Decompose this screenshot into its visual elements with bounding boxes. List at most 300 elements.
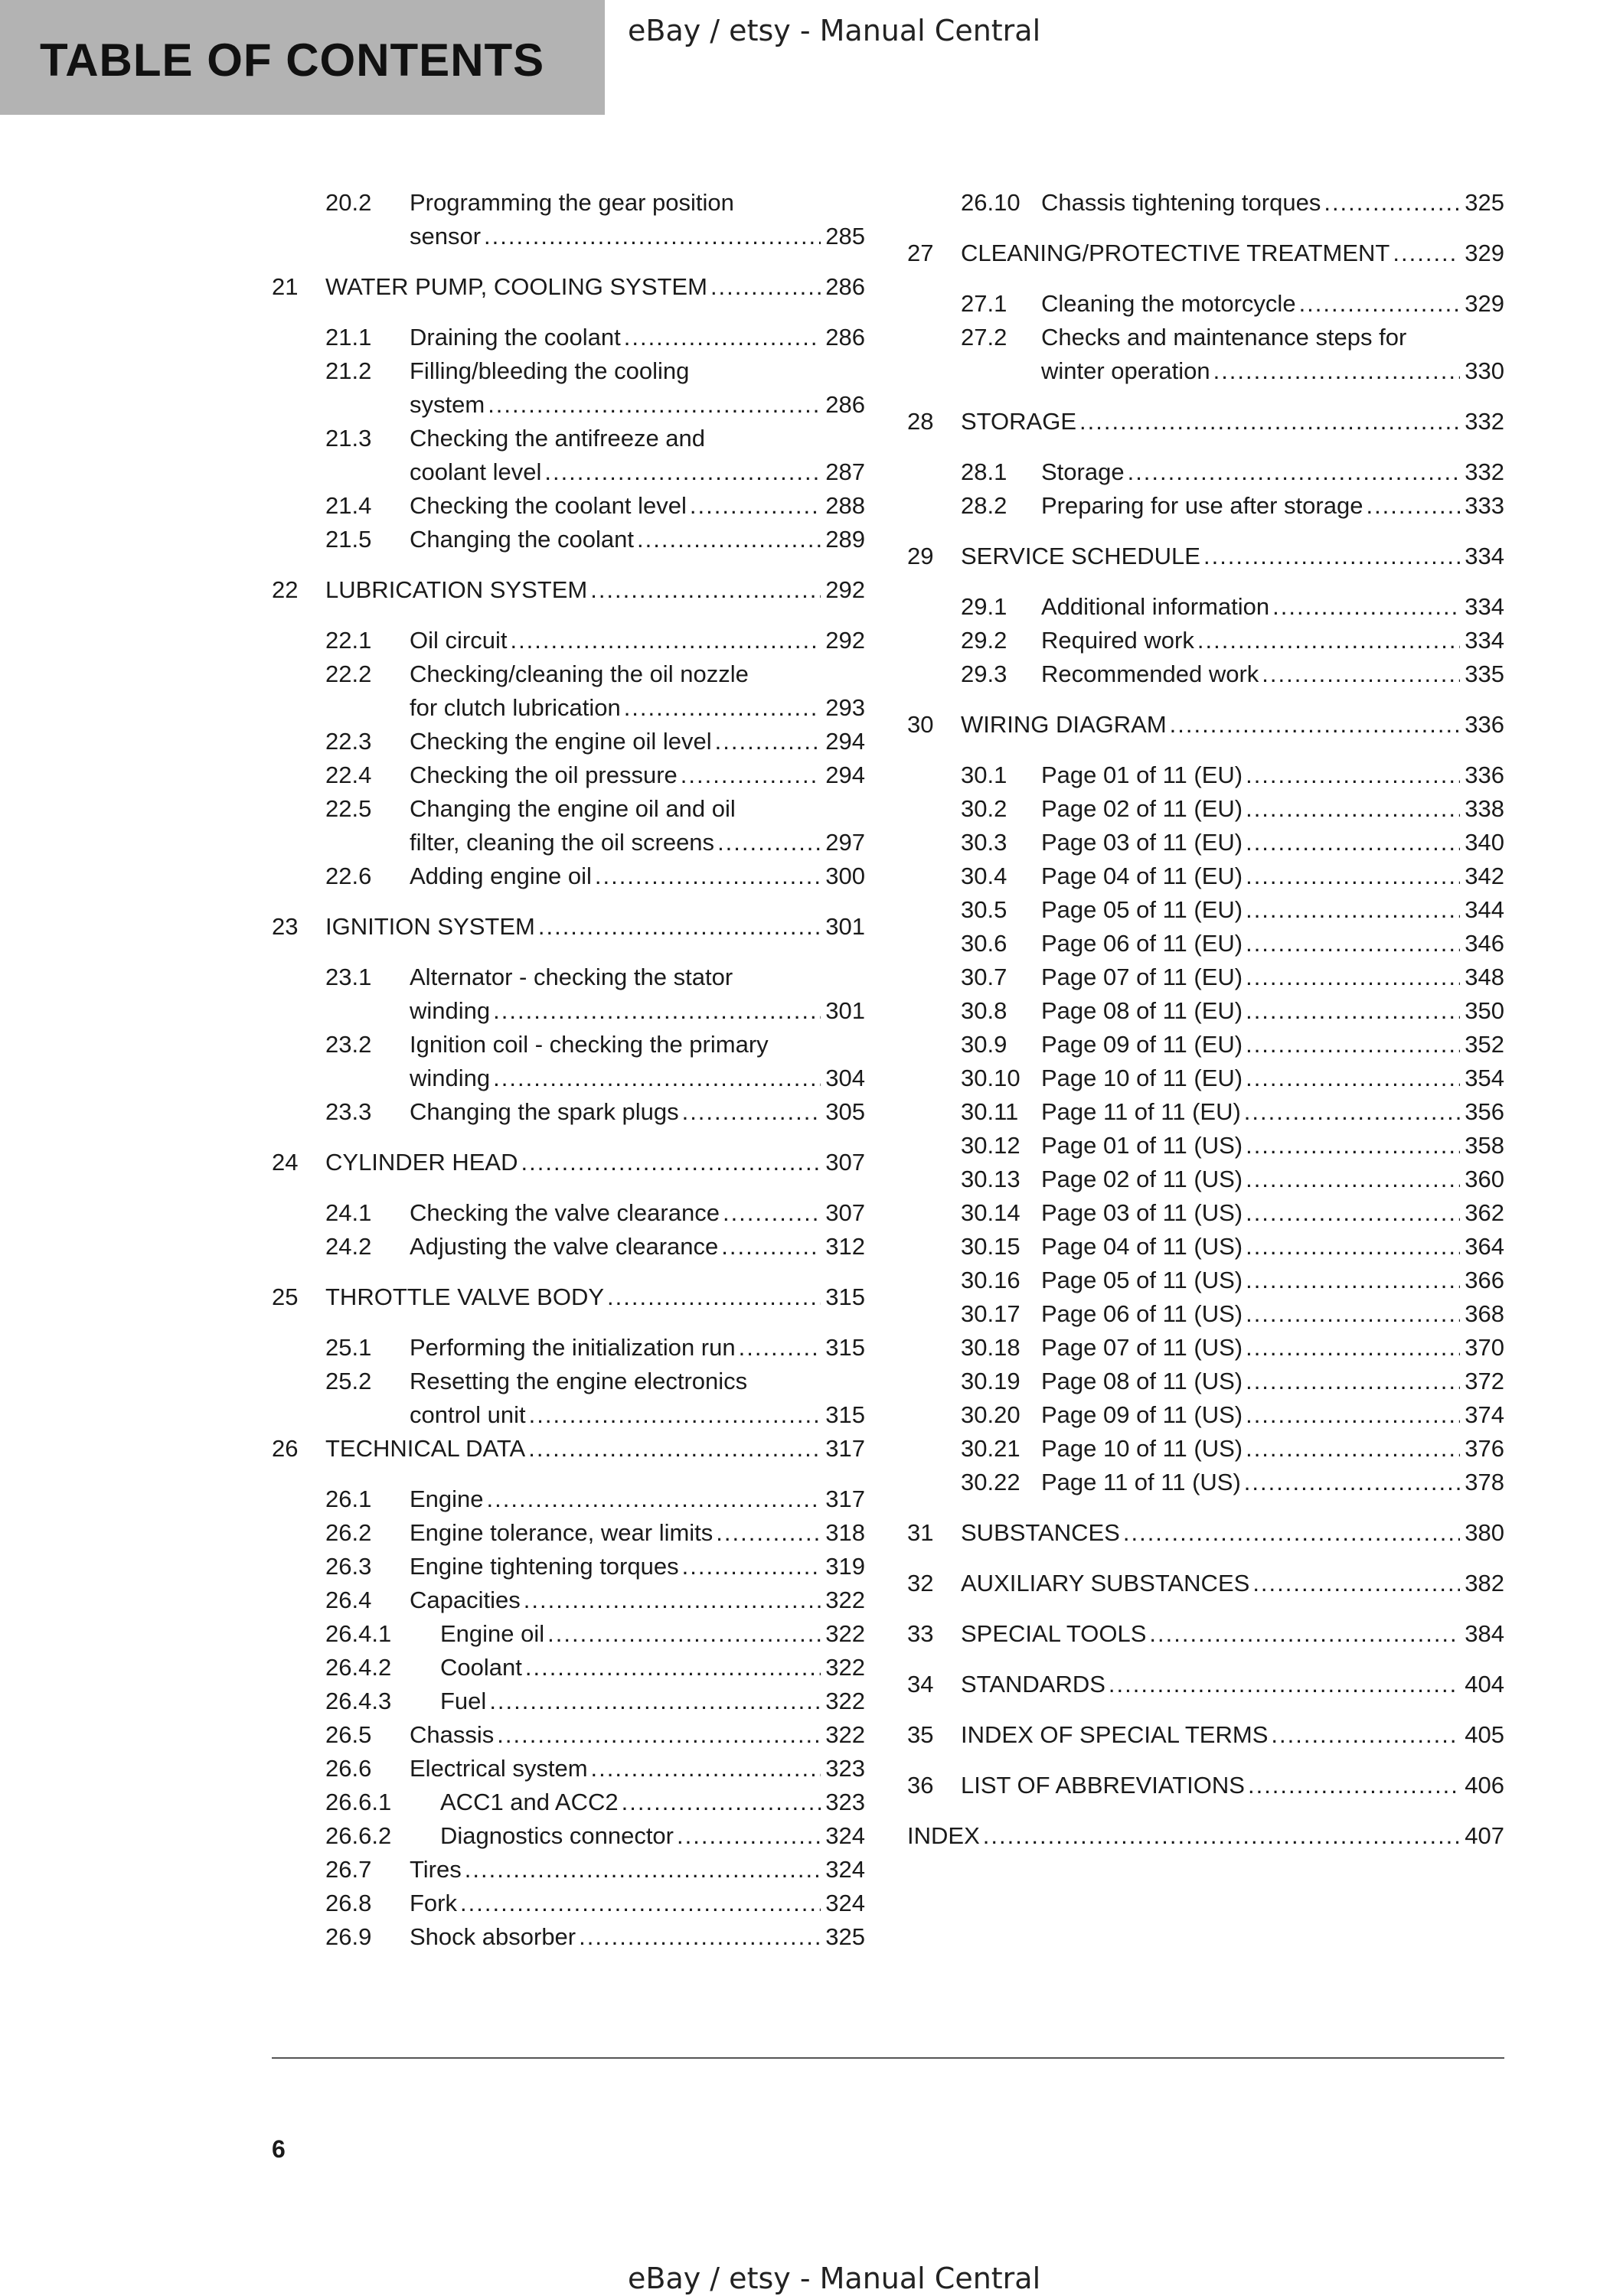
page-number: 6 xyxy=(272,2135,286,2163)
leader-dots xyxy=(529,1398,821,1432)
leader-dots xyxy=(739,1331,821,1365)
toc-entry-title-continued: system xyxy=(410,391,485,418)
toc-entry-title: ACC1 and ACC2 xyxy=(440,1789,619,1815)
toc-entry-title: CYLINDER HEAD xyxy=(325,1149,518,1176)
toc-entry-title: Page 06 of 11 (US) xyxy=(1041,1300,1243,1327)
toc-entry-number: 29.1 xyxy=(961,593,1007,620)
toc-entry-page: 348 xyxy=(1465,964,1504,990)
toc-entry-page: 322 xyxy=(825,1688,865,1714)
toc-entry-title: LUBRICATION SYSTEM xyxy=(325,576,588,603)
toc-entry-page: 336 xyxy=(1465,762,1504,788)
leader-dots xyxy=(1246,758,1460,792)
toc-entry-page: 288 xyxy=(825,492,865,519)
toc-entry-page: 336 xyxy=(1465,711,1504,738)
toc-entry-page: 325 xyxy=(1465,189,1504,216)
leader-dots xyxy=(1299,287,1461,321)
leader-dots xyxy=(590,573,821,607)
toc-entry-page: 368 xyxy=(1465,1300,1504,1327)
leader-dots xyxy=(677,1819,821,1853)
toc-entry-title: Changing the engine oil and oil xyxy=(410,795,736,822)
toc-entry-title: Engine tolerance, wear limits xyxy=(410,1519,714,1546)
toc-entry-title: INDEX xyxy=(907,1822,980,1849)
toc-entry-title: Adding engine oil xyxy=(410,863,592,889)
leader-dots xyxy=(1246,1432,1460,1466)
leader-dots xyxy=(1246,1062,1460,1095)
header-banner xyxy=(0,0,605,115)
leader-dots xyxy=(1248,1769,1460,1802)
toc-entry-number: 30.17 xyxy=(961,1300,1020,1327)
toc-entry-page: 286 xyxy=(825,273,865,300)
toc-entry-page: 380 xyxy=(1465,1519,1504,1546)
toc-entry-title: Adjusting the valve clearance xyxy=(410,1233,719,1260)
toc-entry-title: Performing the initialization run xyxy=(410,1334,736,1361)
toc-entry-title: Page 11 of 11 (EU) xyxy=(1041,1098,1241,1125)
toc-entry-title: Diagnostics connector xyxy=(440,1822,674,1849)
leader-dots xyxy=(579,1920,821,1954)
leader-dots xyxy=(591,1752,821,1786)
toc-entry-page: 346 xyxy=(1465,930,1504,957)
toc-entry-page: 301 xyxy=(825,913,865,940)
leader-dots xyxy=(525,1651,821,1684)
leader-dots xyxy=(1246,792,1460,826)
toc-entry-title: Checking the valve clearance xyxy=(410,1199,720,1226)
toc-entry-number: 25.2 xyxy=(325,1368,372,1394)
toc-entry-page: 404 xyxy=(1465,1671,1504,1698)
toc-entry-page: 354 xyxy=(1465,1065,1504,1091)
toc-entry-title: Page 02 of 11 (EU) xyxy=(1041,795,1243,822)
toc-entry-title: Ignition coil - checking the primary xyxy=(410,1031,769,1058)
toc-entry-page: 335 xyxy=(1465,660,1504,687)
toc-entry-title: TECHNICAL DATA xyxy=(325,1435,526,1462)
toc-entry-number: 26.4.1 xyxy=(325,1620,392,1647)
toc-entry-page: 286 xyxy=(825,391,865,418)
toc-entry-number: 30.13 xyxy=(961,1166,1020,1192)
toc-entry-page: 297 xyxy=(825,829,865,856)
toc-entry-title: Storage xyxy=(1041,458,1125,485)
toc-entry-page: 318 xyxy=(825,1519,865,1546)
leader-dots xyxy=(465,1853,821,1887)
toc-entry-title: Page 09 of 11 (US) xyxy=(1041,1401,1243,1428)
toc-entry-title: Alternator - checking the stator xyxy=(410,964,733,990)
toc-entry-number: 26.1 xyxy=(325,1486,372,1512)
toc-entry-number: 30.3 xyxy=(961,829,1007,856)
toc-entry-number: 30.18 xyxy=(961,1334,1020,1361)
toc-entry-number: 36 xyxy=(907,1772,934,1799)
toc-entry-page: 304 xyxy=(825,1065,865,1091)
toc-entry-number: 21.4 xyxy=(325,492,372,519)
leader-dots xyxy=(1246,1230,1460,1264)
toc-entry-title-continued: winding xyxy=(410,1065,491,1091)
toc-entry-number: 24 xyxy=(272,1149,299,1176)
toc-entry-page: 323 xyxy=(825,1755,865,1782)
toc-entry-title: Engine oil xyxy=(440,1620,545,1647)
toc-entry-title: WATER PUMP, COOLING SYSTEM xyxy=(325,273,707,300)
toc-entry-number: 26.6.2 xyxy=(325,1822,392,1849)
toc-entry-page: 332 xyxy=(1465,408,1504,435)
leader-dots xyxy=(528,1432,821,1466)
toc-entry-title: Page 01 of 11 (US) xyxy=(1041,1132,1243,1159)
toc-entry-number: 26.4 xyxy=(325,1587,372,1613)
toc-entry-number: 22.2 xyxy=(325,660,372,687)
toc-entry-number: 21.2 xyxy=(325,357,372,384)
toc-entry-page: 407 xyxy=(1465,1822,1504,1849)
toc-entry-page: 364 xyxy=(1465,1233,1504,1260)
toc-entry-page: 315 xyxy=(825,1283,865,1310)
toc-entry-page: 312 xyxy=(825,1233,865,1260)
leader-dots xyxy=(1324,186,1460,220)
toc-entry-title: Page 10 of 11 (US) xyxy=(1041,1435,1243,1462)
toc-entry-number: 25 xyxy=(272,1283,299,1310)
toc-entry-title: Resetting the engine electronics xyxy=(410,1368,748,1394)
toc-entry-title: Chassis tightening torques xyxy=(1041,189,1321,216)
toc-entry-page: 378 xyxy=(1465,1469,1504,1495)
leader-dots xyxy=(1246,960,1460,994)
toc-entry-title: Chassis xyxy=(410,1721,495,1748)
leader-dots xyxy=(983,1819,1461,1853)
toc-entry-page: 322 xyxy=(825,1654,865,1681)
leader-dots xyxy=(1246,893,1460,927)
toc-entry-number: 30.5 xyxy=(961,896,1007,923)
toc-entry-title: Filling/bleeding the cooling xyxy=(410,357,690,384)
leader-dots xyxy=(1203,540,1460,573)
toc-entry-title: Page 03 of 11 (EU) xyxy=(1041,829,1243,856)
toc-entry-page: 338 xyxy=(1465,795,1504,822)
leader-dots xyxy=(1197,624,1460,657)
toc-entry-number: 27 xyxy=(907,240,934,266)
toc-entry-page: 370 xyxy=(1465,1334,1504,1361)
leader-dots xyxy=(484,220,821,253)
toc-entry-number: 26.2 xyxy=(325,1519,372,1546)
toc-entry-number: 26.7 xyxy=(325,1856,372,1883)
toc-entry-title: AUXILIARY SUBSTANCES xyxy=(961,1570,1250,1596)
toc-entry-title: Additional information xyxy=(1041,593,1270,620)
toc-entry-page: 315 xyxy=(825,1334,865,1361)
toc-entry-title: Preparing for use after storage xyxy=(1041,492,1363,519)
toc-entry-number: 22.4 xyxy=(325,762,372,788)
toc-entry-page: 358 xyxy=(1465,1132,1504,1159)
leader-dots xyxy=(1366,489,1460,523)
toc-entry-title: Cleaning the motorcycle xyxy=(1041,290,1296,317)
toc-entry-page: 382 xyxy=(1465,1570,1504,1596)
toc-entry-number: 30.9 xyxy=(961,1031,1007,1058)
toc-entry-title: Checking the engine oil level xyxy=(410,728,712,755)
toc-entry-page: 342 xyxy=(1465,863,1504,889)
toc-entry-page: 301 xyxy=(825,997,865,1024)
toc-entry-title: Checking the oil pressure xyxy=(410,762,678,788)
leader-dots xyxy=(1262,657,1460,691)
toc-entry-number: 27.2 xyxy=(961,324,1007,351)
toc-entry-page: 289 xyxy=(825,526,865,553)
toc-entry-page: 352 xyxy=(1465,1031,1504,1058)
leader-dots xyxy=(547,1617,821,1651)
toc-entry-page: 292 xyxy=(825,576,865,603)
toc-entry-title: STORAGE xyxy=(961,408,1077,435)
toc-entry-title: Page 09 of 11 (EU) xyxy=(1041,1031,1243,1058)
toc-entry-title: SERVICE SCHEDULE xyxy=(961,543,1200,569)
toc-entry-page: 406 xyxy=(1465,1772,1504,1799)
toc-entry-page: 332 xyxy=(1465,458,1504,485)
toc-entry-page: 315 xyxy=(825,1401,865,1428)
toc-entry-page: 334 xyxy=(1465,593,1504,620)
leader-dots xyxy=(1246,1297,1460,1331)
toc-entry-title-continued: winter operation xyxy=(1041,357,1210,384)
leader-dots xyxy=(1244,1095,1460,1129)
leader-dots xyxy=(682,1550,821,1583)
toc-entry-page: 376 xyxy=(1465,1435,1504,1462)
toc-entry-page: 287 xyxy=(825,458,865,485)
toc-entry-page: 362 xyxy=(1465,1199,1504,1226)
toc-entry-title: Draining the coolant xyxy=(410,324,621,351)
toc-entry-number: 30.19 xyxy=(961,1368,1020,1394)
toc-entry-title: Oil circuit xyxy=(410,627,508,654)
toc-entry-number: 26.6.1 xyxy=(325,1789,392,1815)
toc-entry-number: 21 xyxy=(272,273,299,300)
toc-entry-title: WIRING DIAGRAM xyxy=(961,711,1167,738)
toc-entry-number: 29.3 xyxy=(961,660,1007,687)
leader-dots xyxy=(717,826,821,859)
watermark-top: eBay / etsy - Manual Central xyxy=(628,14,1041,47)
toc-entry-number: 26.4.3 xyxy=(325,1688,392,1714)
leader-dots xyxy=(1244,1466,1460,1499)
toc-entry-page: 344 xyxy=(1465,896,1504,923)
toc-entry-number: 30.15 xyxy=(961,1233,1020,1260)
toc-entry-page: 294 xyxy=(825,728,865,755)
leader-dots xyxy=(637,523,821,556)
toc-entry-number: 30.11 xyxy=(961,1098,1019,1125)
toc-entry-number: 27.1 xyxy=(961,290,1007,317)
leader-dots xyxy=(460,1887,821,1920)
toc-entry-page: 285 xyxy=(825,223,865,249)
toc-entry-title: Checking the antifreeze and xyxy=(410,425,706,452)
toc-entry-page: 330 xyxy=(1465,357,1504,384)
toc-entry-number: 24.2 xyxy=(325,1233,372,1260)
leader-dots xyxy=(710,270,821,304)
toc-entry-title: Fork xyxy=(410,1890,457,1916)
toc-entry-number: 26.4.2 xyxy=(325,1654,392,1681)
toc-entry-page: 294 xyxy=(825,762,865,788)
toc-entry-number: 31 xyxy=(907,1519,934,1546)
leader-dots xyxy=(1079,405,1460,439)
leader-dots xyxy=(1252,1567,1460,1600)
toc-entry-number: 30.6 xyxy=(961,930,1007,957)
leader-dots xyxy=(1246,1163,1460,1196)
leader-dots xyxy=(524,1583,821,1617)
leader-dots xyxy=(1246,826,1460,859)
toc-entry-title: Page 04 of 11 (EU) xyxy=(1041,863,1243,889)
toc-entry-number: 26.10 xyxy=(961,189,1020,216)
toc-entry-title: Checking/cleaning the oil nozzle xyxy=(410,660,749,687)
leader-dots xyxy=(681,758,821,792)
toc-entry-number: 30.7 xyxy=(961,964,1007,990)
page-title: TABLE OF CONTENTS xyxy=(40,34,545,86)
toc-entry-page: 324 xyxy=(825,1856,865,1883)
leader-dots xyxy=(493,1062,821,1095)
toc-entry-title: Page 07 of 11 (US) xyxy=(1041,1334,1243,1361)
toc-entry-number: 28 xyxy=(907,408,934,435)
toc-entry-page: 322 xyxy=(825,1721,865,1748)
toc-entry-number: 23.1 xyxy=(325,964,372,990)
toc-entry-number: 26.8 xyxy=(325,1890,372,1916)
toc-entry-page: 334 xyxy=(1465,627,1504,654)
toc-entry-page: 360 xyxy=(1465,1166,1504,1192)
leader-dots xyxy=(538,910,821,944)
toc-entry-page: 300 xyxy=(825,863,865,889)
toc-entry-number: 26.6 xyxy=(325,1755,372,1782)
toc-entry-number: 22.5 xyxy=(325,795,372,822)
toc-entry-page: 307 xyxy=(825,1149,865,1176)
leader-dots xyxy=(624,321,821,354)
toc-entry-title: Recommended work xyxy=(1041,660,1259,687)
leader-dots xyxy=(721,1230,821,1264)
toc-entry-number: 35 xyxy=(907,1721,934,1748)
toc-entry-title: Page 05 of 11 (EU) xyxy=(1041,896,1243,923)
toc-entry-title: Required work xyxy=(1041,627,1194,654)
toc-entry-number: 28.2 xyxy=(961,492,1007,519)
toc-entry-title-continued: sensor xyxy=(410,223,482,249)
toc-entry-number: 23 xyxy=(272,913,299,940)
toc-entry-title: INDEX OF SPECIAL TERMS xyxy=(961,1721,1269,1748)
toc-entry-number: 26.3 xyxy=(325,1553,372,1580)
toc-entry-title: Checking the coolant level xyxy=(410,492,687,519)
toc-entry-page: 356 xyxy=(1465,1098,1504,1125)
toc-entry-number: 30.21 xyxy=(961,1435,1020,1462)
leader-dots xyxy=(622,1786,821,1819)
toc-entry-number: 25.1 xyxy=(325,1334,372,1361)
watermark-bottom: eBay / etsy - Manual Central xyxy=(628,2262,1041,2295)
leader-dots xyxy=(1246,1264,1460,1297)
toc-entry-title: Page 03 of 11 (US) xyxy=(1041,1199,1243,1226)
toc-entry-title-continued: filter, cleaning the oil screens xyxy=(410,829,715,856)
leader-dots xyxy=(624,691,821,725)
toc-entry-number: 30.2 xyxy=(961,795,1007,822)
toc-entry-number: 33 xyxy=(907,1620,934,1647)
leader-dots xyxy=(682,1095,821,1129)
toc-entry-number: 29.2 xyxy=(961,627,1007,654)
toc-entry-number: 30 xyxy=(907,711,934,738)
leader-dots xyxy=(1170,708,1461,742)
toc-entry-number: 28.1 xyxy=(961,458,1007,485)
leader-dots xyxy=(1246,1365,1460,1398)
toc-entry-number: 22.6 xyxy=(325,863,372,889)
toc-entry-number: 22 xyxy=(272,576,299,603)
leader-dots xyxy=(497,1718,821,1752)
toc-entry-title: Electrical system xyxy=(410,1755,588,1782)
toc-entry-number: 30.12 xyxy=(961,1132,1020,1159)
toc-entry-title: Page 08 of 11 (EU) xyxy=(1041,997,1243,1024)
toc-entry-page: 324 xyxy=(825,1822,865,1849)
toc-entry-page: 329 xyxy=(1465,290,1504,317)
toc-entry-number: 26 xyxy=(272,1435,299,1462)
toc-entry-number: 20.2 xyxy=(325,189,372,216)
leader-dots xyxy=(595,859,821,893)
leader-dots xyxy=(716,1516,821,1550)
toc-entry-title: CLEANING/PROTECTIVE TREATMENT xyxy=(961,240,1390,266)
leader-dots xyxy=(1246,859,1460,893)
leader-dots xyxy=(488,388,821,422)
leader-dots xyxy=(521,1146,821,1179)
toc-entry-title: STANDARDS xyxy=(961,1671,1105,1698)
toc-entry-number: 30.16 xyxy=(961,1267,1020,1293)
toc-entry-title: Changing the spark plugs xyxy=(410,1098,679,1125)
leader-dots xyxy=(1246,927,1460,960)
toc-entry-title: Changing the coolant xyxy=(410,526,635,553)
toc-entry-title: Page 01 of 11 (EU) xyxy=(1041,762,1243,788)
toc-entry-title: Page 11 of 11 (US) xyxy=(1041,1469,1241,1495)
toc-entry-page: 292 xyxy=(825,627,865,654)
toc-entry-title: Page 02 of 11 (US) xyxy=(1041,1166,1243,1192)
toc-entry-title: LIST OF ABBREVIATIONS xyxy=(961,1772,1245,1799)
toc-entry-title: Engine xyxy=(410,1486,484,1512)
toc-entry-page: 374 xyxy=(1465,1401,1504,1428)
toc-entry-number: 23.2 xyxy=(325,1031,372,1058)
toc-entry-title: Tires xyxy=(410,1856,462,1883)
toc-entry-page: 322 xyxy=(825,1587,865,1613)
toc-entry-number: 34 xyxy=(907,1671,934,1698)
toc-entry-page: 329 xyxy=(1465,240,1504,266)
toc-entry-title-continued: winding xyxy=(410,997,491,1024)
toc-entry-number: 21.3 xyxy=(325,425,372,452)
toc-entry-page: 322 xyxy=(825,1620,865,1647)
toc-entry-title-continued: coolant level xyxy=(410,458,542,485)
leader-dots xyxy=(690,489,821,523)
toc-entry-title: Engine tightening torques xyxy=(410,1553,679,1580)
leader-dots xyxy=(1246,1028,1460,1062)
toc-entry-number: 30.1 xyxy=(961,762,1007,788)
toc-entry-number: 32 xyxy=(907,1570,934,1596)
toc-entry-title: Page 05 of 11 (US) xyxy=(1041,1267,1243,1293)
footer-divider xyxy=(272,2057,1504,2059)
leader-dots xyxy=(487,1482,821,1516)
toc-entry-number: 22.1 xyxy=(325,627,372,654)
toc-entry-page: 319 xyxy=(825,1553,865,1580)
leader-dots xyxy=(493,994,821,1028)
toc-entry-page: 325 xyxy=(825,1923,865,1950)
leader-dots xyxy=(1123,1516,1460,1550)
leader-dots xyxy=(723,1196,821,1230)
toc-entry-number: 30.8 xyxy=(961,997,1007,1024)
toc-entry-page: 350 xyxy=(1465,997,1504,1024)
leader-dots xyxy=(1246,1196,1460,1230)
toc-entry-title: Shock absorber xyxy=(410,1923,576,1950)
toc-entry-title: Page 07 of 11 (EU) xyxy=(1041,964,1243,990)
toc-entry-title: Fuel xyxy=(440,1688,487,1714)
leader-dots xyxy=(1272,590,1460,624)
toc-entry-page: 286 xyxy=(825,324,865,351)
leader-dots xyxy=(1393,236,1460,270)
toc-entry-number: 30.22 xyxy=(961,1469,1020,1495)
toc-entry-number: 21.1 xyxy=(325,324,372,351)
toc-entry-page: 317 xyxy=(825,1486,865,1512)
leader-dots xyxy=(1246,1129,1460,1163)
leader-dots xyxy=(1149,1617,1460,1651)
toc-entry-number: 23.3 xyxy=(325,1098,372,1125)
toc-entry-title: Page 06 of 11 (EU) xyxy=(1041,930,1243,957)
toc-entry-page: 340 xyxy=(1465,829,1504,856)
toc-entry-page: 293 xyxy=(825,694,865,721)
toc-entry-number: 29 xyxy=(907,543,934,569)
toc-entry-page: 333 xyxy=(1465,492,1504,519)
toc-entry-number: 30.4 xyxy=(961,863,1007,889)
toc-entry-title: SPECIAL TOOLS xyxy=(961,1620,1147,1647)
toc-entry-title: Page 08 of 11 (US) xyxy=(1041,1368,1243,1394)
toc-entry-title: THROTTLE VALVE BODY xyxy=(325,1283,605,1310)
toc-entry-title: Programming the gear position xyxy=(410,189,734,216)
toc-entry-page: 405 xyxy=(1465,1721,1504,1748)
leader-dots xyxy=(1246,994,1460,1028)
toc-entry-title-continued: for clutch lubrication xyxy=(410,694,621,721)
toc-entry-title: SUBSTANCES xyxy=(961,1519,1120,1546)
toc-entry-page: 305 xyxy=(825,1098,865,1125)
